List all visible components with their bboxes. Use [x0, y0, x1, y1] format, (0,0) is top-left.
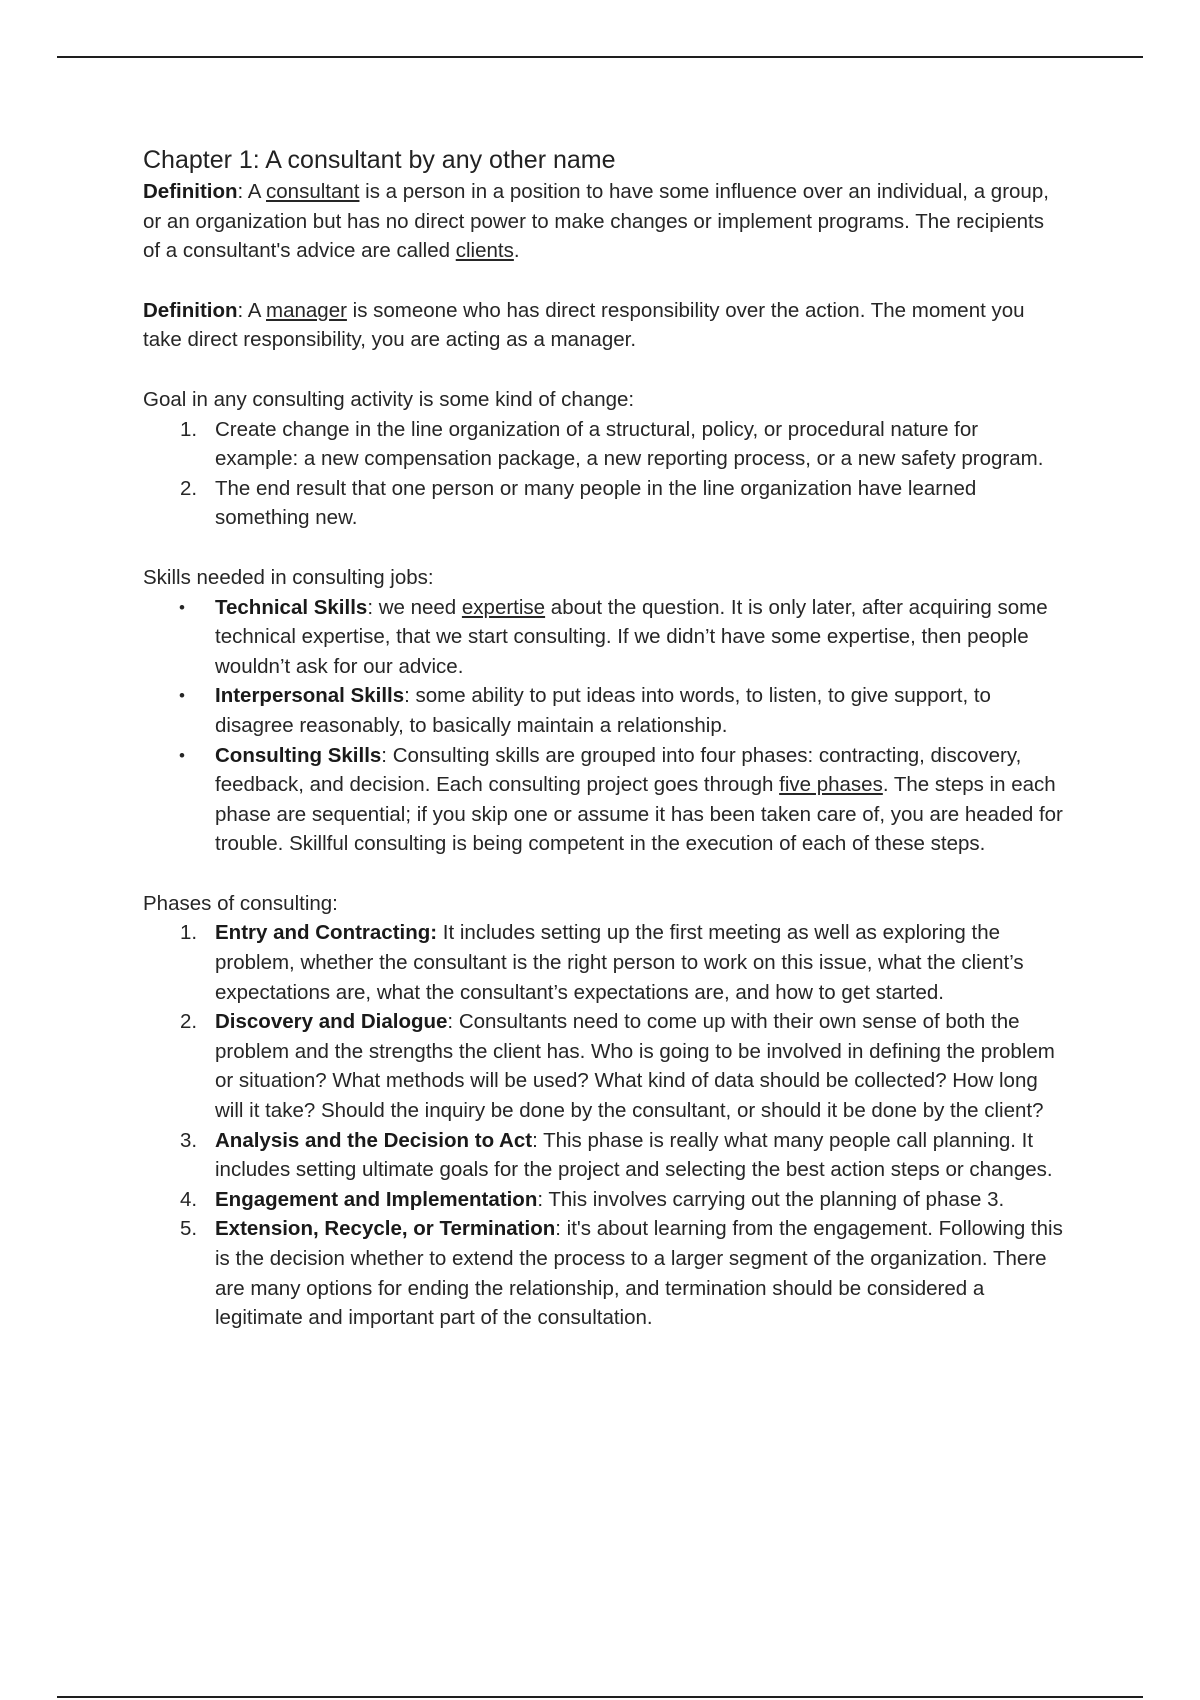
phase-text: It includes setting up the first meeting as well as exploring the problem, whether the consultant is the right person to work on this issue, what the client’s expectations are, what the consultant’s expectations are, and how to get started. — [215, 921, 1024, 1004]
skill-label: Consulting Skills — [215, 743, 382, 767]
list-item — [143, 918, 1063, 1007]
list-item — [143, 1007, 1063, 1125]
term-manager: manager — [266, 298, 347, 322]
spacer — [143, 355, 1063, 385]
phase-text: : Consultants need to come up with their own sense of both the problem and the strengths the client has. Who is going to be involved in defining the problem or situation? What methods will be used? What kind of data should be collected? How long will it take? Should the inquiry be done by the consultant, or should it be done by the client? — [215, 1010, 1055, 1123]
phase-label: Analysis and the Decision to Act — [215, 1128, 533, 1152]
phase-text: : it's about learning from the engagement. Following this is the decision whether to extend the process to a larger segment of the organization. There are many options for ending the relationship, and termination should be considered a legitimate and important part of the consultation. — [215, 1217, 1063, 1330]
list-number: 4. — [180, 1187, 198, 1211]
document-body — [143, 144, 1063, 1333]
skill-text: : we need — [367, 595, 462, 619]
definition-label: Definition — [143, 298, 238, 322]
phase-label: Entry and Contracting: — [215, 921, 438, 945]
page-title: Chapter 1: A consultant by any other name — [143, 146, 616, 174]
bullet-icon: • — [179, 745, 185, 765]
skill-text: : Consulting skills are grouped into four phases: contracting, discovery, feedback, and decision. Each consulting project goes through — [215, 743, 1022, 797]
list-number: 2. — [180, 1010, 198, 1034]
list-number: 3. — [180, 1128, 198, 1152]
definition-text: : A — [237, 298, 267, 322]
list-number: 5. — [180, 1217, 198, 1241]
list-number: 1. — [180, 921, 198, 945]
list-item — [143, 1126, 1063, 1185]
spacer — [143, 533, 1063, 563]
skill-text: about the question. It is only later, after acquiring some technical expertise, that we start consulting. If we didn’t have some expertise, then people wouldn’t ask for our advice. — [215, 595, 1048, 678]
term-five-phases: five phases — [779, 773, 883, 797]
phases-list — [143, 918, 1063, 1332]
list-item — [143, 1214, 1063, 1332]
phase-label: Engagement and Implementation — [215, 1187, 538, 1211]
list-item — [143, 593, 1063, 682]
term-consultant: consultant — [266, 180, 360, 203]
list-item-text: The end result that one person or many people in the line organization have learned something new. — [215, 476, 977, 530]
definition-label: Definition — [143, 180, 238, 203]
phase-label: Extension, Recycle, or Termination — [215, 1217, 556, 1241]
definition-text: : A — [237, 180, 267, 203]
definition-text: . — [513, 239, 520, 263]
term-expertise: expertise — [461, 595, 546, 619]
list-number: 2. — [180, 476, 198, 500]
skill-label: Technical Skills — [215, 595, 368, 619]
phase-label: Discovery and Dialogue — [215, 1010, 448, 1034]
list-item — [143, 474, 1063, 533]
phase-text: : This phase is really what many people call planning. It includes setting ultimate goals for the project and selecting the best action steps or changes. — [215, 1128, 1053, 1182]
skill-label: Interpersonal Skills — [215, 684, 405, 708]
list-item — [143, 741, 1063, 859]
definition-manager — [143, 296, 1063, 355]
goal-intro: Goal in any consulting activity is some kind of change: — [143, 387, 635, 411]
skills-intro: Skills needed in consulting jobs: — [143, 565, 434, 589]
bullet-icon: • — [179, 686, 185, 706]
phase-text: : This involves carrying out the planning of phase 3. — [537, 1187, 1005, 1211]
list-item — [143, 681, 1063, 740]
list-item — [143, 415, 1063, 474]
footer-rule — [57, 1696, 1143, 1698]
list-number: 1. — [180, 417, 198, 441]
skill-text: . The steps in each phase are sequential; if you skip one or assume it has been taken care of, you are headed for trouble. Skillful consulting is being competent in the execution of each of these steps. — [215, 773, 1063, 856]
term-clients: clients — [455, 239, 514, 263]
bullet-icon: • — [179, 597, 185, 617]
list-item — [143, 1185, 1063, 1215]
skill-text: : some ability to put ideas into words, to listen, to give support, to disagree reasonably, to basically maintain a relationship. — [215, 684, 991, 737]
skills-list — [143, 593, 1063, 859]
goal-list — [143, 415, 1063, 533]
phases-intro: Phases of consulting: — [143, 891, 338, 915]
spacer — [143, 266, 1063, 296]
spacer — [143, 859, 1063, 889]
header-rule — [57, 56, 1143, 58]
definition-text: is a person in a position to have some influence over an individual, a group, or an organization but has no direct power to make changes or implement programs. The recipients of a consultant's advice are called — [143, 180, 1049, 263]
definition-consultant — [143, 177, 1063, 266]
list-item-text: Create change in the line organization of a structural, policy, or procedural nature for example: a new compensation package, a new reporting process, or a new safety program. — [215, 417, 1044, 471]
definition-text: is someone who has direct responsibility over the action. The moment you take direct responsibility, you are acting as a manager. — [143, 298, 1025, 352]
